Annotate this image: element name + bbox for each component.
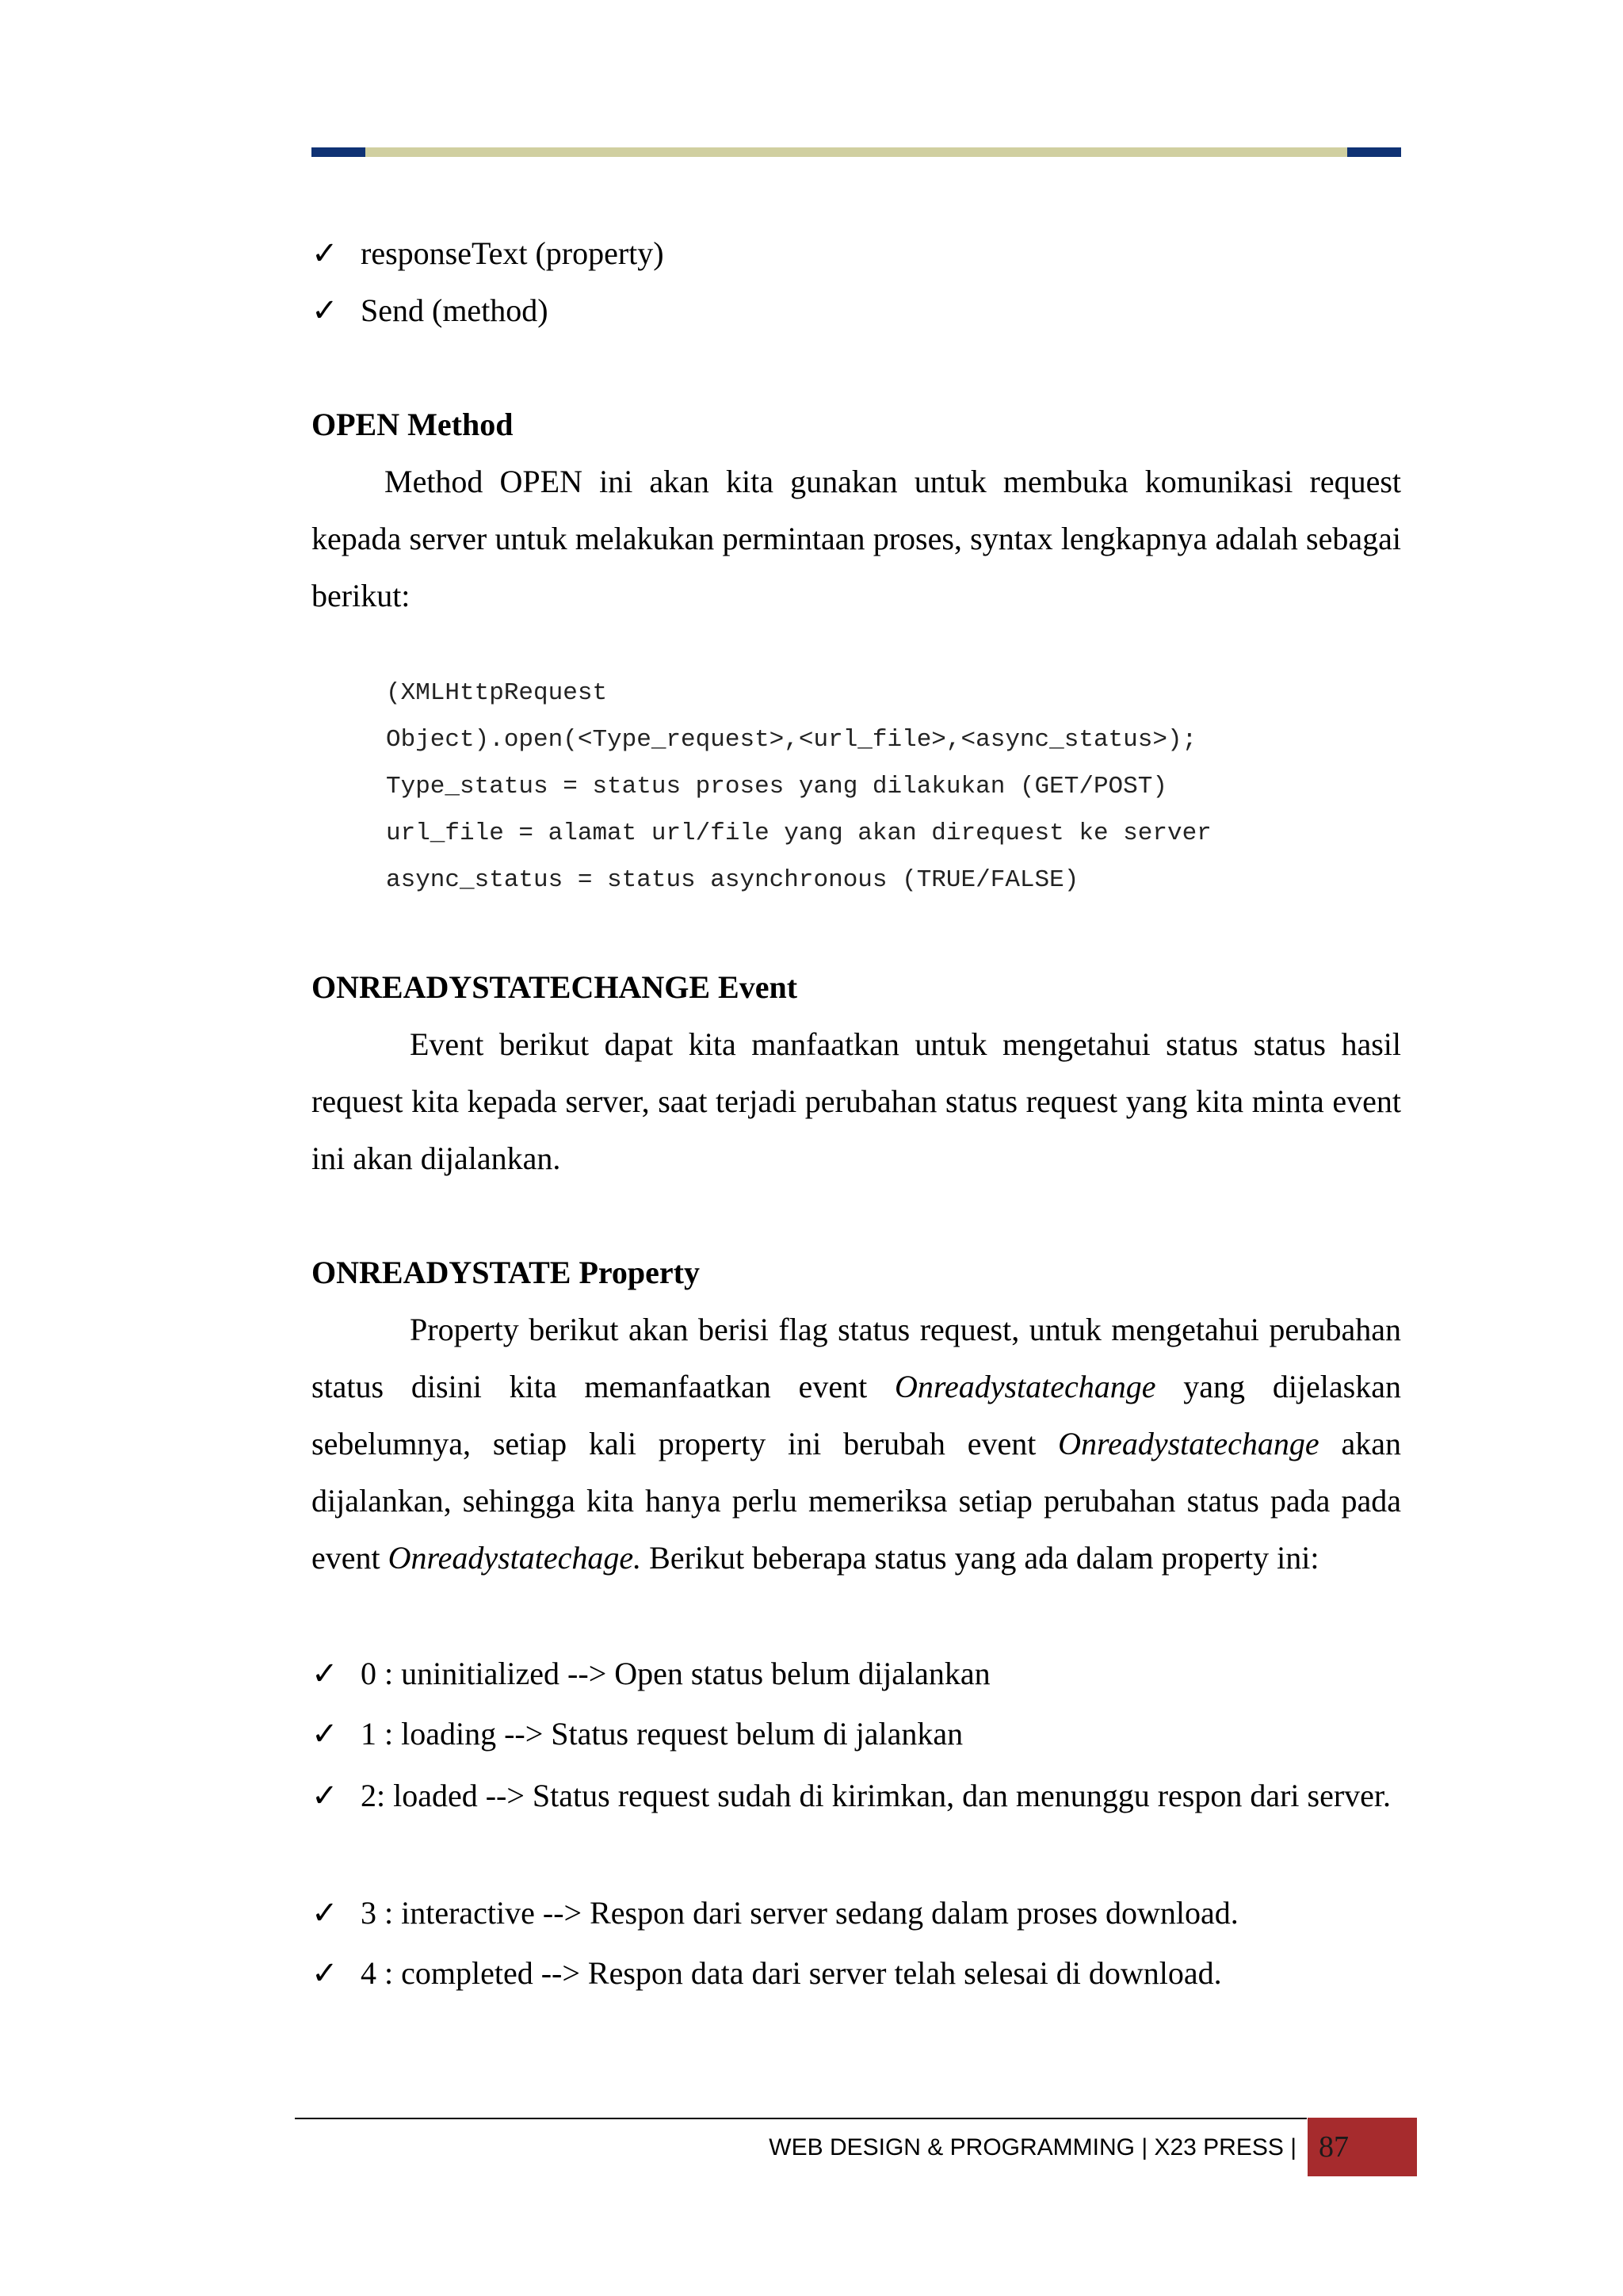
event-paragraph: Event berikut dapat kita manfaatkan untuk mengetahui status status hasil request kita kepada server, saat terjadi perubahan status request yang kita minta event ini akan dijalankan. bbox=[311, 1026, 1401, 1176]
event-name: Onreadystatechange bbox=[894, 1369, 1156, 1404]
check-icon: ✓ bbox=[311, 292, 338, 328]
open-paragraph: Method OPEN ini akan kita gunakan untuk membuka komunikasi request kepada server untuk melakukan permintaan proses, syntax lengkapnya adalah sebagai berikut: bbox=[311, 464, 1401, 613]
header-rule bbox=[311, 147, 1401, 157]
code-line: url_file = alamat url/file yang akan direquest ke server bbox=[386, 819, 1212, 847]
footer-rule bbox=[295, 2118, 1307, 2119]
header-rule-left-cap bbox=[311, 147, 365, 157]
code-line: Object).open(<Type_request>,<url_file>,<async_status>); bbox=[386, 726, 1197, 754]
code-line: (XMLHttpRequest bbox=[386, 679, 608, 707]
footer-title: WEB DESIGN & PROGRAMMING | X23 PRESS | bbox=[769, 2134, 1296, 2160]
list-item bbox=[311, 1706, 1401, 1763]
property-paragraph-text: Property berikut akan berisi flag status request, untuk mengetahui perubahan status disini kita memanfaatkan event bbox=[311, 1312, 1401, 1404]
list-item bbox=[311, 1645, 1401, 1702]
list-item-text: responseText (property) bbox=[361, 235, 664, 271]
section-heading-open: OPEN Method bbox=[311, 407, 514, 442]
event-name: Onreadystatechange bbox=[1058, 1426, 1319, 1461]
list-item-text: 2: loaded --> Status request sudah di kirimkan, dan menunggu respon dari server. bbox=[361, 1778, 1392, 1813]
list-item-text: Send (method) bbox=[361, 292, 548, 328]
list-item bbox=[311, 1945, 1401, 2002]
check-icon: ✓ bbox=[311, 1895, 338, 1931]
property-paragraph-text: yang dijelaskan sebelumnya, setiap kali property ini berubah event bbox=[311, 1369, 1401, 1461]
code-line: async_status = status asynchronous (TRUE/FALSE) bbox=[386, 866, 1079, 894]
section-heading-property: ONREADYSTATE Property bbox=[311, 1255, 700, 1290]
list-item-text: 1 : loading --> Status request belum di jalankan bbox=[361, 1716, 964, 1752]
check-icon: ✓ bbox=[311, 1656, 338, 1691]
property-paragraph-text: akan dijalankan, sehingga kita hanya perlu memeriksa setiap perubahan status pada pada event bbox=[311, 1426, 1401, 1576]
list-item-text: 4 : completed --> Respon data dari server telah selesai di download. bbox=[361, 1955, 1222, 1991]
check-icon: ✓ bbox=[311, 1716, 338, 1752]
event-name: Onreadystatechage. bbox=[388, 1540, 642, 1576]
property-paragraph-text: Berikut beberapa status yang ada dalam property ini: bbox=[641, 1540, 1319, 1576]
header-rule-right-cap bbox=[1347, 147, 1401, 157]
check-icon: ✓ bbox=[311, 1955, 338, 1991]
list-item-text: 3 : interactive --> Respon dari server sedang dalam proses download. bbox=[361, 1895, 1239, 1931]
property-paragraph bbox=[311, 1301, 1401, 1587]
section-heading-event: ONREADYSTATECHANGE Event bbox=[311, 969, 798, 1005]
list-item bbox=[311, 1766, 1401, 1825]
code-line: Type_status = status proses yang dilakukan (GET/POST) bbox=[386, 773, 1167, 800]
list-item-text: 0 : uninitialized --> Open status belum dijalankan bbox=[361, 1656, 991, 1691]
list-item bbox=[311, 282, 1401, 339]
check-icon: ✓ bbox=[311, 1778, 338, 1813]
list-item bbox=[311, 225, 1401, 282]
check-icon: ✓ bbox=[311, 235, 338, 271]
list-item bbox=[311, 1885, 1401, 1942]
page-number: 87 bbox=[1308, 2118, 1417, 2176]
